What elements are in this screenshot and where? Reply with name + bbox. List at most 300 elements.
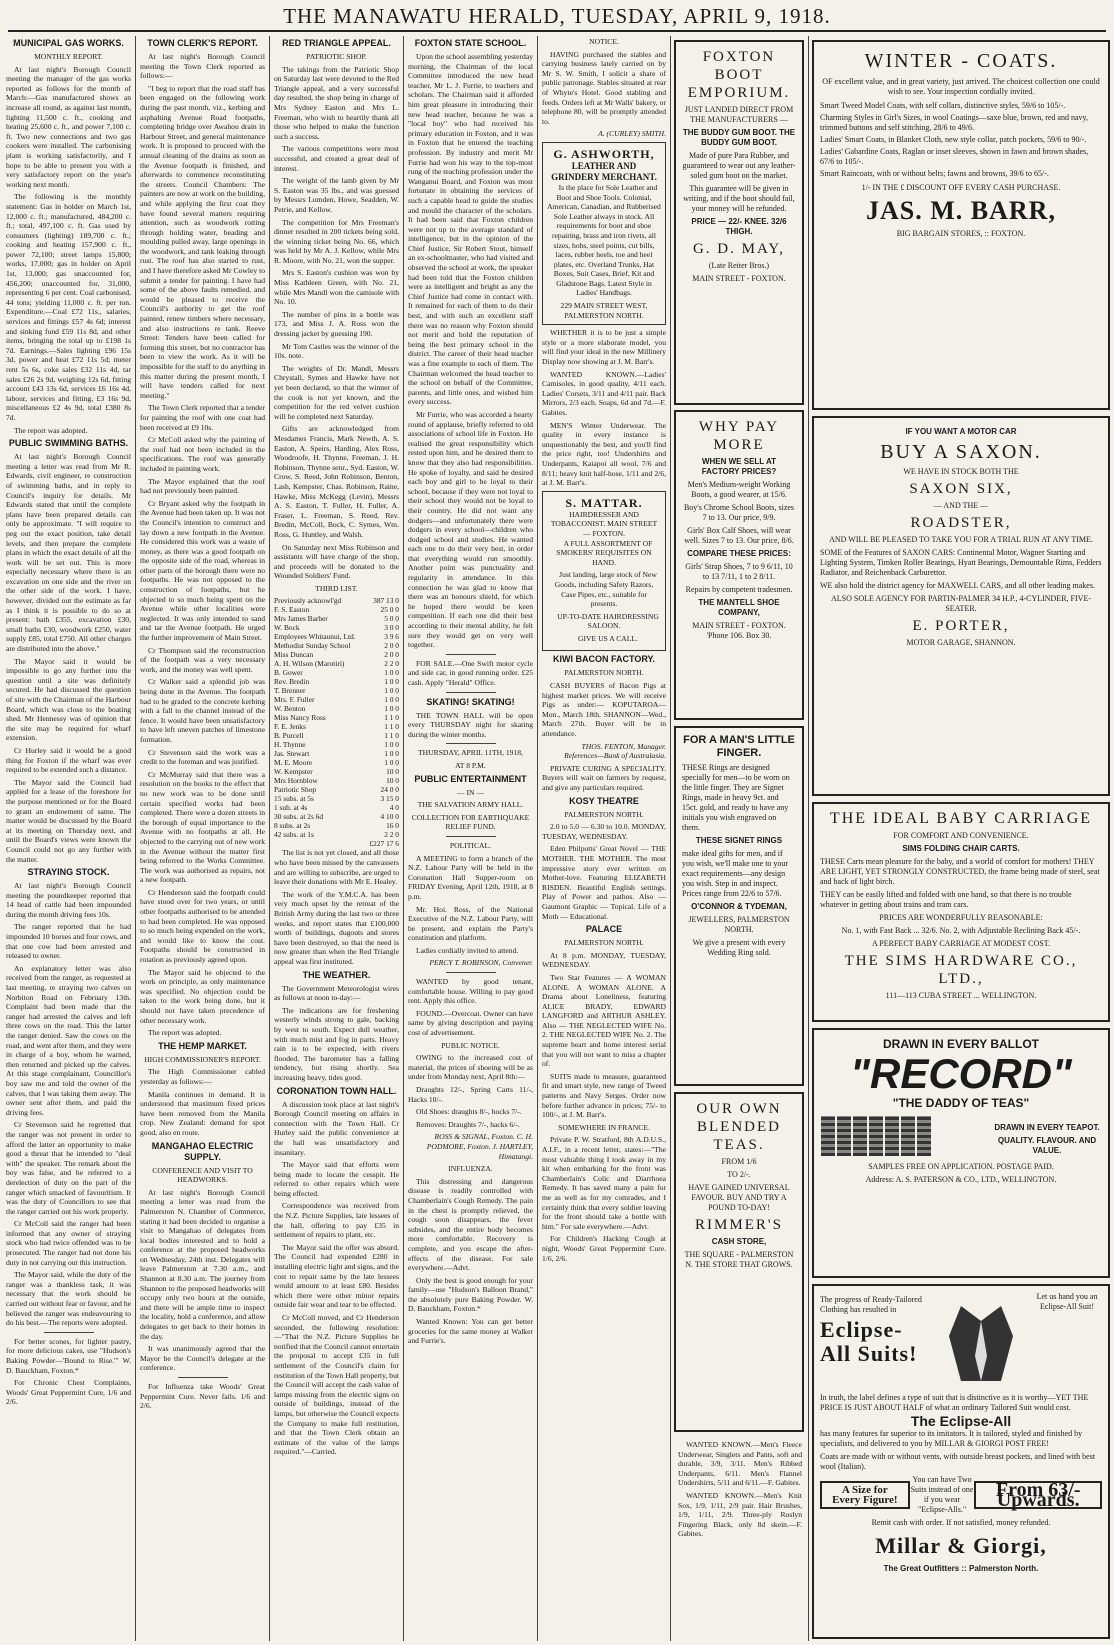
donor-name: Patriotic Shop	[274, 785, 317, 795]
donor-name: H. Thynne	[274, 740, 306, 750]
paragraph: At last night's Borough Council meeting the Town Clerk reported as follows:—	[140, 52, 265, 81]
ad-text: THE BUDDY GUM BOOT. THE BUDDY GUM BOOT.	[682, 128, 796, 147]
donor-name: 42 subs. at 1s	[274, 830, 314, 840]
ad-text: Coats are made with or without vents, with outside breast pockets, and lined with best wool (Italian).	[820, 1452, 1096, 1471]
paragraph: The takings from the Patriotic Shop on Saturday last were devoted to the Red Triangle appeal, and a very successful day resulted, the shop being in charge of Mrs Sydney Easton and Mrs L. Freeman, who wish to heartily thank all those who helped to make the function such a success.	[274, 64, 399, 141]
ad-text: DRAWN IN EVERY BALLOT	[882, 1037, 1039, 1051]
ad-text: ALSO SOLE AGENCY FOR PARTIN-PALMER 34 H.P., 4-CYLINDER, FIVE-SEATER.	[831, 594, 1091, 613]
donation-amount: £227 17 6	[369, 839, 399, 849]
ad-title: G. ASHWORTH,	[553, 146, 655, 161]
paragraph: Removes: Draughts 7/-, hacks 6/-.	[416, 1119, 520, 1129]
coat-item: Ladies' Gabardine Coats, Raglan or inset sleeves, shown in fawn and brown shades, 67/6 to 105/-.	[820, 147, 1089, 166]
paragraph: For Children's Hacking Cough at night, Woods' Great Peppermint Cure. 1/6, 2/6.	[542, 1234, 666, 1263]
headline: THE HEMP MARKET.	[158, 1040, 247, 1051]
tea-packet-icon	[869, 1116, 883, 1156]
paragraph: Cr McColl said the ranger had been informed that any owner of straying stock who had twice offended was to be prosecuted. The ranger had not done his duty in not carrying out this instruction.	[6, 1219, 131, 1267]
coat-item: Smart Raincoats, with or without belts; fawns and browns, 39/6 to 65/-.	[820, 169, 1049, 178]
donation-amount: 10 0	[386, 776, 399, 786]
ad-text: IF YOU WANT A MOTOR CAR	[905, 427, 1017, 436]
headline: STRAYING STOCK.	[27, 867, 110, 878]
ad-merchant: O'CONNOR & TYDEMAN,	[691, 902, 787, 911]
headline: CORONATION TOWN HALL.	[276, 1085, 397, 1096]
ad-address: MAIN STREET - FOXTON. 'Phone 106. Box 30.	[692, 621, 786, 640]
column-5	[538, 36, 670, 1641]
paragraph: Mr Furrie, who was accorded a hearty round of applause, briefly referred to old associations of school life in Foxton. He realised the great responsibility which rested upon him, and he desired them to know that they also had responsibilities. He spoke of loyalty, and said he desired each boy and girl to be loyal to their school, because if they were not loyal to their school they would not be loyal to their country. He did not want any dodgers—and unfortunately there were dodgers in every school—children who dodged school and studies. He wanted each one to do their very best, in order that everything would run smoothly. Another point was punctuality and regularity in attendance. In this connection he was glad to know that there was an honours shield, for which he hoped there would be keen competition. If each one did their best according to their mental ability, he felt sure they would get on very well together.	[408, 409, 533, 650]
donation-row	[274, 704, 399, 713]
ad-price: FROM 1/6	[721, 1157, 757, 1166]
column-rule	[670, 36, 671, 1641]
ad-title: OUR OWN BLENDED TEAS.	[696, 1101, 782, 1153]
paragraph: OWING to the increased cost of material, the prices of shoeing will be as under from Monday next, April 8th:—	[408, 1053, 533, 1082]
headline: PUBLIC ENTERTAINMENT	[414, 773, 527, 784]
donation-amount: 1 1 0	[384, 731, 399, 741]
subheading: MONTHLY REPORT.	[34, 52, 103, 61]
donation-row	[274, 605, 399, 614]
paragraph: Upon the school assembling yesterday morning, the Chairman of the local Committee introduced the new head teacher, Mr L. J. Furrie, to teachers and scholars. The Chairman said it afforded him great pleasure in introducing their new head teacher, because he was a "local boy" who had received his primary education in Foxton, and it was in Foxton that he entered the teaching profession. By industry and merit Mr Furrie had won his way to the top-most rung of the teaching profession under the Wanganui Board, and Foxton was most fortunate in obtaining the services of such a capable head to guide the studies and mould the character of the scholars. It had been said that Foxton children were not up to the average standard of intelligence, but in the opinion of the Chief Justice, Sir Robert Stout, himself an ex-schoolmaster, who had visited and observed the school at work, the speaker had been told that the Foxton children were as intelligent and bright as any the Chief Justice had come in contact with. It remained for each of them to do their best, and with such an excellent staff there was no reason why Foxton should not merit and hold the reputation of being the best primary school in the district. The career of their head teacher was a fine example to each of them. The Chairman welcomed the head teacher to the school on behalf of the Committee, parents, and little ones, and wished him every success.	[408, 52, 533, 407]
paragraph: Wanted Known: You can get better groceries for the same money at Walker and Furrie's.	[408, 1317, 533, 1346]
donor-name: 15 subs. at 5s	[274, 794, 314, 804]
column-1	[2, 36, 135, 1641]
donor-name: W. Kempster	[274, 767, 313, 777]
paragraph: A MEETING to form a branch of the N.Z. Labour Party will be held in the Coronation Hall Supper-room on FRIDAY Evening, April 12th, 1918, at 8 p.m.	[408, 853, 533, 901]
ad-text: Men's Medium-weight Working Boots, a good wearer, at 15/6.	[687, 480, 791, 499]
column-3	[270, 36, 403, 1641]
donation-amount: 2 0 0	[384, 650, 399, 660]
ad-address: MAIN STREET - FOXTON.	[692, 274, 786, 283]
donor-name: Employees Whitaunui, Ltd.	[274, 632, 356, 642]
ad-title: Eclipse-All Suits!	[820, 1317, 918, 1366]
ad-text: SAMPLES FREE ON APPLICATION. POSTAGE PAID.	[868, 1162, 1054, 1171]
ad-merchant: THE SIMS HARDWARE CO., LTD.,	[844, 953, 1078, 987]
saxon-car-ad	[812, 416, 1110, 796]
donation-list	[274, 596, 399, 848]
classified-ad: WHETHER it is to be just a simple style or a more elaborate model, you will find your ideal in the new Millinery Display now showing at J. M. Barr's.	[542, 328, 666, 367]
donation-row	[274, 749, 399, 758]
tailored-suit-icon	[941, 1296, 1021, 1386]
ad-subtitle: The Eclipse-All	[910, 1413, 1012, 1429]
paragraph: Cr McMurray said that there was a resolution on the books to the effect that no new work was to be done until certain specified works had been completed. There were a dozen streets in the borough of equal importance to the Avenue with no footpaths at all. He objected to the carrying out of new work in the Avenue without the matter first being referred to the Works Committee. The work was authorised as repairs, not a new footpath.	[140, 769, 265, 885]
ad-badge: A Size for Every Figure!	[820, 1481, 910, 1509]
paragraph: The ranger reported that he had impounded 10 horses and four cows, and that one cow had been arrested and released to owner.	[6, 922, 131, 961]
tea-packet-icon	[821, 1116, 835, 1156]
donation-amount: 1 0 0	[384, 758, 399, 768]
ad-title: FOR A MAN'S LITTLE FINGER.	[683, 734, 795, 759]
classified-ad: THE TOWN HALL will be open every THURSDAY night for skating during the winter months.	[408, 710, 533, 739]
donation-amount: 25 0 0	[380, 605, 399, 615]
headline: TOWN CLERK'S REPORT.	[147, 38, 258, 48]
tea-packet-icon	[917, 1116, 931, 1156]
paragraph: This distressing and dangerous disease is readily controlled with Chamberlain's Cough Remedy. The pain in the chest is promptly relieved, the cough soon disappears, the fever subsides, and the entire body becomes more comfortable. Recovery is complete, and you escape the after-effects of the disease. For sale everywhere.—Advt.	[408, 1176, 533, 1273]
ad-text: make ideal gifts for men, and if you wish, we'll make one to your exact requirements—any design you wish. Step in and inspect. Prices range from 22/6 to 57/6.	[682, 849, 789, 898]
ad-text: THESE Carts mean pleasure for the baby, and a world of comfort for mothers! THEY ARE LIGHT, YET STRONGLY CONSTRUCTED, the frame being made of steel, seat and back of light birch.	[820, 857, 1100, 886]
donation-amount: 24 0 0	[380, 785, 399, 795]
paragraph: Old Shoes: draughts 8/-, hocks 7/-.	[416, 1107, 522, 1117]
paragraph: At last night's Borough Council meeting a letter was read from the Palmerston N. Chamber of Commerce, stating it had been decided to organise a visit to Mangahao of delegates from local bodies interested and to hold a conference at the proposed headworks on Wednesday, 24th inst. Delegates will leave Palmerston at 7.30 a.m., and Shannon at 8.30 a.m. The journey from Shannon to the proposed headworks will occupy only two hours at the outside, and there will be ample time to inspect the locality, hold a conference, and allow delegates to get back to their homes in the day.	[140, 1187, 265, 1341]
donation-row	[274, 731, 399, 740]
donation-row	[274, 614, 399, 623]
donation-row	[274, 830, 399, 839]
subheading: PATRIOTIC SHOP.	[306, 52, 367, 61]
divider	[446, 743, 496, 744]
subheading: POLITICAL.	[449, 840, 492, 850]
ad-title: "RECORD"	[850, 1050, 1072, 1097]
paragraph: "I beg to report that the road staff has been engaged on the following work during the past month, viz., kerbing and asphalting Avenue Road footpaths, completing bridge over Awahou drain in Harbour Street, and general maintenance work. It is proposed to proceed with the annual cleaning of the drains as soon as the Avenue footpath is finished, and afterwards to commence reconstituting the streets. Council Chambers: The painters are now at work on the building, and while applying the first coat they have found several matters requiring attention, such as woodwork rotting through holding water, beading and moulding pulled away, large openings in the woodwork, and tank leaking through rust. The roof has also started to rust, and I have therefore asked Mr Cowley to submit a tender for painting. I have had some of the above faults remedied, and would be pleased to receive the Council's authority to get the roof painted, renew timbers where necessary, and also instructions re tank. Reeve Street: Tenders have been called for forming this street, but no contractor has been to view the work. As it will be impossible for the staff to do anything in this matter during the present month, I will have tenders called for next meeting."	[140, 83, 265, 400]
paragraph: Cr Stevenson said the work was a credit to the foreman and was justified.	[140, 747, 265, 767]
coat-item: Ladies' Smart Coats, in Blanket Cloth, new style collar, patch pockets, 59/6 to 90/-.	[820, 135, 1087, 144]
donation-amount: 10 0	[386, 767, 399, 777]
donation-amount: 4 0	[389, 803, 399, 813]
ad-title: SAXON SIX,	[909, 481, 1013, 497]
donation-amount: 5 0 0	[384, 614, 399, 624]
ad-address: JEWELLERS, PALMERSTON NORTH.	[688, 915, 790, 934]
donation-row	[274, 641, 399, 650]
donation-amount: 1 0 0	[384, 686, 399, 696]
ad-title: S. MATTAR.	[565, 495, 643, 510]
paragraph: The Town Clerk reported that a tender for painting the roof with one coat had been received at £9 10s.	[140, 403, 265, 432]
ad-body: A FULL ASSORTMENT OF SMOKERS' REQUISITES ON HAND.	[556, 538, 653, 567]
ad-address: The Great Outfitters :: Palmerston North.	[883, 1564, 1039, 1573]
tea-packet-icon	[901, 1116, 915, 1156]
divider	[446, 654, 496, 655]
coat-item: Smart Tweed Model Coats, with self collars, distinctive styles, 59/6 to 105/-.	[820, 101, 1066, 110]
mantell-shoe-ad	[674, 410, 804, 720]
ad-subtitle: HAIRDRESSER AND TOBACCONIST. MAIN STREET — FOXTON.	[550, 509, 658, 538]
subheading: PALMERSTON NORTH.	[564, 938, 644, 948]
ad-title: THE IDEAL BABY CARRIAGE	[829, 810, 1093, 827]
headline: PUBLIC SWIMMING BATHS.	[8, 438, 129, 449]
ad-intro	[820, 1292, 930, 1366]
winter-coats-ad	[812, 40, 1110, 410]
donation-row	[274, 776, 399, 785]
ad-text: JUST LANDED DIRECT FROM THE MANUFACTURERS —	[684, 105, 794, 124]
ad-text: FOR COMFORT AND CONVENIENCE.	[893, 831, 1029, 840]
column-rule	[808, 36, 809, 1641]
donor-name: Previously acknowl'gd	[274, 596, 342, 606]
donation-row	[274, 839, 399, 848]
classified-ad: FOUND.—Overcoat. Owner can have same by giving description and paying cost of advertisement.	[408, 1008, 533, 1038]
ad-text: HAVE GAINED UNIVERSAL FAVOUR. BUY AND TRY A POUND TO-DAY!	[688, 1183, 790, 1212]
ad-text: We give a present with every Wedding Ring sold.	[692, 938, 786, 957]
paragraph: 2.0 to 5.0 — 6.30 to 10.0. MONDAY, TUESDAY, WEDNESDAY.	[542, 822, 666, 841]
ad-merchant: G. D. MAY,	[692, 241, 786, 257]
ad-body: UP-TO-DATE HAIRDRESSING SALOON.	[557, 611, 659, 631]
ad-text: THESE SIGNET RINGS	[695, 836, 783, 845]
ad-text: COMPARE THESE PRICES:	[687, 549, 791, 558]
divider	[446, 692, 496, 693]
donation-row	[274, 686, 399, 695]
paragraph: For Influenza take Woods' Great Peppermint Cure. Never fails. 1/6 and 2/6.	[140, 1382, 265, 1411]
paragraph: For better scones, for lighter pastry, for more delicious cakes, use "Hudson's Baking Powder—'Bound to Rise.'" W. D. Bauckham, Foxton.*	[6, 1336, 131, 1375]
ad-text: In truth, the label defines a type of suit that is distinctive as it is worthy—YET THE PRICE IS JUST ABOUT HALF of what an ordinary Tailored Suit would cost.	[820, 1393, 1089, 1412]
paragraph: Mr. Hoi. Ross, of the National Executive of the N.Z. Labour Party, will be present, and explain the Party's constitution and platform.	[408, 904, 533, 943]
ad-text: DRAWN IN EVERY TEAPOT.	[994, 1123, 1100, 1132]
paragraph: Two Star Features — A WOMAN ALONE. A WOMAN ALONE. A Drama about Loneliness, featuring ALICE BRADY, EDWARD LANGFORD and ARTHUR ASHLEY. Also — THE NEGLECTED WIFE No. 2. THE NEGLECTED WIFE No. 2. The supreme heart and home interest serial that you will not want to miss a chapter of.	[542, 972, 666, 1069]
donation-amount: 4 10 0	[380, 812, 399, 822]
donation-amount: 1 0 0	[384, 749, 399, 759]
headline: KIWI BACON FACTORY.	[552, 654, 655, 665]
donor-name: 1 sub. at 4s	[274, 803, 308, 813]
paragraph: The various competitions were most successful, and created a great deal of interest.	[274, 144, 399, 173]
donor-name: B. Gower	[274, 668, 303, 678]
donation-row	[274, 623, 399, 632]
paragraph: Eden Philpotts' Great Novel — THE MOTHER. THE MOTHER. The most impressive story ever written on Mother-love. Featuring ELIZABETH RISDEN. Beautiful English settings. Play of Power and pathos. Also — Gaumont Graphic — Topical. Life of a Moth — Educational.	[542, 844, 666, 921]
record-tea-ad	[812, 1028, 1110, 1278]
ad-title: ROADSTER,	[910, 515, 1012, 531]
paragraph: Cr Hurley said it would be a good thing for Foxton if the wharf was ever required to be extended such a distance.	[6, 745, 131, 775]
ad-text: THESE Rings are designed specially for men—to be worn on the little finger. They are Signet Rings, made in heavy 9ct. and 15ct. gold, and ready to have any initials you wish engraved on them.	[682, 763, 790, 832]
paragraph: A discussion took place at last night's Borough Council meeting on affairs in connection with the Town Hall. Cr Hurley said the public convenience at the hall was unsatisfactory and insanitary.	[274, 1099, 399, 1157]
headline: PALACE	[585, 924, 623, 935]
paragraph: The High Commissioner cabled yesterday as follows:—	[140, 1067, 265, 1086]
coat-item: Charming Styles in Girl's Sizes, in wool Coatings—saxe blue, brown, red and navy, trimmed buttons and self stitching, 28/6 to 49/6.	[820, 113, 1088, 132]
ad-body: Is the place for Sole Leather and Boot and Shoe Tools. Colonial, American, Canadian, and Rubberised Sole Leather always in stock. All requirements for boot and shoe repairing, brass and iron rivets, all sizes, hobs, steel points, cut bills, laces, rubber heels, toe and heel plates, etc. Overland Trunks, Hat Boxes, Suit Cases, Brief, Kit and Gladstone Bags. Latest Style in Ladies' Handbags.	[547, 182, 661, 298]
headline: SKATING! SKATING!	[426, 696, 515, 707]
donation-row	[274, 803, 399, 812]
ad-text: AND WILL BE PLEASED TO TAKE YOU FOR A TRIAL RUN AT ANY TIME.	[829, 535, 1093, 544]
paragraph: The Mayor said that efforts were being made to locate the cesspit. He referred to other repairs which were being effected.	[274, 1160, 399, 1198]
divider	[446, 836, 496, 837]
tea-packets	[820, 1116, 1102, 1159]
ad-text: OF excellent value, and in great variety, just arrived. The choicest collection one could wish to see. Your inspection cordially invited.	[822, 77, 1100, 96]
paragraph: The work of the Y.M.C.A. has been very much upset by the retreat of the British Army during the last two or three weeks, and report states that £100,000 worth of buildings, dugouts and stores have been destroyed, so that the need is now greater than when the Red Triangle appeal was first instituted.	[274, 889, 399, 966]
paragraph: On Saturday next Miss Robinson and assistants will have charge of the shop, and proceeds will be donated to the Wounded Soldiers' Fund.	[274, 542, 399, 581]
donor-name: T. Brenner	[274, 686, 306, 696]
paragraph: The report was adopted.	[14, 425, 88, 435]
paragraph: The report was adopted.	[148, 1028, 222, 1038]
boot-emporium-ad	[674, 40, 804, 405]
masthead-rule	[8, 30, 1106, 32]
ad-subtitle: LEATHER AND GRINDERY MERCHANT.	[551, 160, 657, 182]
ad-title: FOXTON BOOT EMPORIUM.	[687, 49, 791, 101]
ad-text: Girls' Box Calf Shoes, will wear well. Sizes 7 to 13. Our price, 8/6.	[684, 526, 794, 545]
baby-carriage-ad	[812, 802, 1110, 1022]
eclipse-all-suits-ad	[812, 1284, 1110, 1639]
paragraph: At last night's Borough Council meeting the poundkeeper reported that 14 head of cattle had been impounded during the month driving fees 10s.	[6, 881, 131, 919]
tea-claims	[992, 1120, 1102, 1159]
donor-name: A. H. Wilson (Marotiri)	[274, 659, 345, 669]
donor-name: Mrs Hornblow	[274, 776, 318, 786]
donation-row	[274, 677, 399, 686]
classified-ad: WANTED KNOWN.—Men's Knit Sox, 1/9, 1/11, 2/9 pair. Hair Brushes, 1/9, 1/11, 2/9. Three-ply Roslyn Fingering Black, only 8d skein.—F. Gabites.	[678, 1490, 802, 1539]
donation-row	[274, 668, 399, 677]
paragraph: The weights of Dr. Mandl, Messrs Chrystall, Symes and Hawke have not yet been declared, so that the winner of the cook is not yet known, and the competition for the red velvet cushion will be completed next Saturday.	[274, 363, 399, 421]
donation-row	[274, 632, 399, 641]
column-4	[404, 36, 537, 1641]
paragraph: Mr Tom Castles was the winner of the 10s. note.	[274, 341, 399, 361]
ad-text: has many features far superior to its imitators. It is tailored, styled and finished by specialists, and delivered to you by MILLAR & GIORGI POST FREE!	[820, 1429, 1083, 1448]
ad-title: BUY A SAXON.	[880, 441, 1042, 463]
ad-text: (Late Reiter Bros.)	[708, 261, 770, 270]
paragraph: Ladies cordially invited to attend.	[416, 945, 519, 955]
divider	[446, 972, 496, 973]
donor-name: F. E. Jenks	[274, 722, 306, 732]
donor-name: B. Purcell	[274, 731, 304, 741]
donation-amount: 1 1 0	[384, 722, 399, 732]
paragraph: Cr Walker said a splendid job was being done in the Avenue. The footpath had to be graded to the concrete kerbing with a fall to the channel instead of the fence. It would have been unsatisfactory to have left uneven patches of limestone formation.	[140, 677, 265, 744]
paragraph: The list is not yet closed, and all those who have been missed by the canvassers and are willing to subscribe, are urged to leave their donations with Mr E. Healey.	[274, 848, 399, 887]
event-venue: THE SALVATION ARMY HALL.	[417, 800, 524, 810]
divider	[178, 1377, 228, 1378]
donor-name: W. Benton	[274, 704, 306, 714]
donation-row	[274, 740, 399, 749]
donor-name: F. S. Easton	[274, 605, 310, 615]
ad-address: Address: A. S. PATERSON & CO., LTD., WELLINGTON.	[865, 1175, 1057, 1184]
classified-ad: FOR SALE.—One Swift motor cycle and side car, in good running order. £25 cash. Apply "Herald" Office.	[408, 658, 533, 687]
paragraph: The weight of the lamb given by Mr S. Easton was 35 lbs., and was guessed by Messrs Lumden, Howe, Seadden, W. Petrie, and Kellow.	[274, 176, 399, 214]
signature: PERCY T. ROBINSON, Convener.	[429, 958, 533, 968]
donation-amount: 1 0 0	[384, 677, 399, 687]
paragraph: The Mayor said the Council had applied for a lease of the foreshore for the purpose mentioned or for the Board to grant an endowment of same. The matter would be discussed by the Board at its meeting on Thursday next, and until the Board's views were known the Council could not go any further with the matter.	[6, 777, 131, 864]
classified-ad: HAVING purchased the stables and carrying business lately carried on by Mr S. W. Smith, I solicit a share of public patronage. Stables situated at rear of Whyte's Hotel. Good stabling and feeds. Orders left at Mr Walls' bakery, or telephone 80, will be promptly attended to.	[542, 49, 666, 126]
donor-name: W. Bock	[274, 623, 300, 633]
tea-packet-icon	[837, 1116, 851, 1156]
ad-text: — AND THE —	[933, 501, 989, 510]
ad-text: The progress of Ready-Tailored Clothing has resulted in	[820, 1295, 922, 1314]
classified-ad: MEN'S Winter Underwear. The quality in every instance is unquestionably the best, and you'll find the price right, too! Undershirts and Underpants, Kaiapoi all wool, 7/6 and 8/11; heavy knit half-hose, 1/11 and 2/6, at J. M. Barr's.	[542, 420, 666, 488]
ad-text: SOME of the Features of SAXON CARS: Continental Motor, Wagner Starting and Lighting System, Timken Roller Bearings, Hyatt Bearings, Demountable Rims, Fedders Radiator, and Reichenback Carburettor.	[820, 548, 1102, 577]
donor-name: 30 subs. at 2s 6d	[274, 812, 324, 822]
donation-amount: 3 0 0	[384, 623, 399, 633]
donor-name: Miss Nancy Ross	[274, 713, 326, 723]
ad-price: No. 1, with Fast Back ... 32/6. No. 2, with Adjustable Reclining Back 45/-.	[841, 926, 1081, 935]
donor-name: Jas. Stewart	[274, 749, 310, 759]
paragraph: For Chronic Chest Complaints, Woods' Great Peppermint Cure, 1/6 and 2/6.	[6, 1378, 131, 1407]
ashworth-ad	[542, 142, 666, 325]
donation-row	[274, 812, 399, 821]
ad-merchant: RIMMER'S	[695, 1217, 783, 1233]
paragraph: Correspondence was received from the N.Z. Picture Supplies, late lessees of the hall, offering to pay £35 in settlement of repairs to plant, etc.	[274, 1201, 399, 1240]
subheading: SOMEWHERE IN FRANCE.	[558, 1122, 650, 1132]
headline: RED TRIANGLE APPEAL.	[282, 38, 391, 48]
ad-merchant: THE MANTELL SHOE COMPANY,	[698, 598, 780, 617]
paragraph: Private P. W. Stratford, 8th A.D.U.S., A.I.F., in a recent letter, states:—"The most valuable thing I took away in my kit when embarking for the front was Chamberlain's Colic and Diarrhoea Remedy. It has saved many a pain for me as well as for my comrades, and I certainly think that every soldier leaving for the front should take a bottle with him." For sale everywhere.—Advt.	[542, 1135, 666, 1231]
ad-text: WE also hold the district agency for MAXWELL CARS, and all other leading makes.	[820, 581, 1095, 590]
donation-amount: 3 9 6	[384, 632, 399, 642]
paragraph: The Mayor explained that the roof had not previously been painted.	[140, 476, 265, 496]
signature: A. (CURLEY) SMITH.	[598, 129, 666, 139]
donor-name: Mrs James Barber	[274, 614, 328, 624]
column-2	[136, 36, 269, 1641]
ad-text: 1/- IN THE £ DISCOUNT OFF EVERY CASH PURCHASE.	[861, 183, 1061, 192]
donation-amount: 1 0 0	[384, 695, 399, 705]
ad-merchant: E. PORTER,	[912, 618, 1010, 634]
donor-name: Mrs. F. Fuller	[274, 695, 315, 705]
paragraph: The Mayor said it would be impossible to go any further into the question until a site was definitely secured. He had discussed the question of site with the Chairman of the Harbour Board, which was close to the boating shed. Mr Hennessy was of opinion that the site may be required for wharf extension.	[6, 656, 131, 743]
ad-text: This guarantee will be given in writing, and if the boot should fail, your money will be refunded.	[683, 184, 795, 213]
ad-title: WINTER - COATS.	[864, 50, 1058, 72]
ad-text: A PERFECT BABY CARRIAGE AT MODEST COST.	[871, 939, 1051, 948]
donation-row	[274, 695, 399, 704]
ad-address: MOTOR GARAGE, SHANNON.	[906, 638, 1016, 647]
event-note: COLLECTION FOR EARTHQUAKE RELIEF FUND.	[411, 812, 530, 832]
masthead: THE MANAWATU HERALD, TUESDAY, APRIL 9, 1918.	[283, 4, 831, 28]
ad-text: WE HAVE IN STOCK BOTH THE	[903, 467, 1019, 476]
mattar-ad	[542, 491, 666, 652]
ad-text: Remit cash with order. If not satisfied, money refunded.	[871, 1518, 1051, 1527]
ad-title: WHY PAY MORE	[698, 419, 780, 453]
paragraph: The indications are for freshening westerly winds strong to gale, backing by west to south. Expect dull weather, with much mist and fog in parts. Heavy rain is to be expected, with rivers flooded. The barometer has a falling tendency, but rising shortly. Sea increasing heavy, tides good.	[274, 1005, 399, 1082]
tea-packet-icon	[853, 1116, 867, 1156]
paragraph: At 8 p.m. MONDAY, TUESDAY, WEDNESDAY.	[542, 950, 666, 970]
event-separator: — IN —	[457, 787, 484, 797]
paragraph: Manila continues in demand. It is understood that maximum fixed prices have been removed from the Manila crop. New Zealand: demand for spot good, also en route.	[140, 1089, 265, 1137]
ad-text: WHEN WE SELL AT FACTORY PRICES?	[701, 457, 777, 476]
paragraph: The competition for Mrs Freeman's dinner resulted in 200 tickets being sold, the winning ticket being No. 66, which was held by Mr A. J. Kellow, while Mrs R. Moore, with No. 21, won the supper.	[274, 217, 399, 265]
donor-name: Methodist Sunday School	[274, 641, 351, 651]
donation-row	[274, 722, 399, 731]
donation-amount: 1 1 0	[384, 713, 399, 723]
ad-address: BIG BARGAIN STORES, :: FOXTON.	[896, 229, 1026, 238]
donation-amount: 2 0 0	[384, 641, 399, 651]
paragraph: The following is the monthly statement: Gas in holder on March 1st, 12,000 c. ft.; manufactured, 484,200 c. ft.; total, 497,100 c. ft. Gas used by consumers (lighting) 189,700 c. ft.; cooking and heating 157,900 c. ft., power 72,100; street lamps 15,800; works, 17,000; gas in holder on April 1st, 13,000; gas unaccounted for, 456,200; unaccounted for, 31,000, representing 6 per cent. Coal carbonised, 44 tons; yielding 11,000 c. ft. per ton. Expenditure.—Coal £72 11s., salaries, services and fittings £57 4s 6d; interest and sinking fund £59 11s 8d, and other items, bringing the total up to £198 1s 7d. Earnings.—Sales lighting £96 15s 3d, power and heat £72 11s 5d; meter rent 5s 6s, coke sales £32 11s 4d, tar sales £26 2s 9d, weighing 12s 6d, fitting account £43 13s 6d, services £6 16s 4d, labour, services and fitting, £3 16s 9d, miscellaneous £2 4s 9d, total £380 8s 7d.	[6, 192, 131, 422]
ad-text: Repairs by competent tradesmen.	[685, 585, 793, 594]
ad-price: TO 2/-.	[727, 1170, 751, 1179]
ad-address: THE SQUARE - PALMERSTON N. THE STORE THAT GROWS.	[684, 1250, 794, 1269]
donation-amount: 1 0 0	[384, 704, 399, 714]
ad-body: Just landing, large stock of New Goods, including Safety Razors, Case Pipes, etc., suitable for presents.	[554, 570, 657, 609]
headline: MANGAHAO ELECTRIC SUPPLY.	[151, 1140, 254, 1162]
ad-text: PRICES ARE WONDERFULLY REASONABLE:	[879, 913, 1043, 922]
price-badge: From 63/- Upwards.	[974, 1481, 1102, 1509]
paragraph: Cr McColl asked why the painting of the roof had not been included in the specifications. The roof was generally included in painting work.	[140, 435, 265, 473]
event-time: AT 8 P.M.	[455, 760, 486, 770]
subheading: NOTICE.	[589, 37, 619, 46]
paragraph: At last night's Borough Council meeting the manager of the gas works reported as follows for the month of March:—Gas manufactured shows an increase all round, as against last month, lighting 11,500 c. ft., cooking and heating 25,600 c. ft., and power 7,100 c. ft. Two new connections and two gas cookers were installed. The carbonising plant is working satisfactorily, and I hope to be able to present you with a very satisfactory report on the year's working next month.	[6, 64, 131, 189]
ad-text: Made of pure Para Rubber, and guaranteed to wear out any leather-soled gum boot on the market.	[682, 151, 796, 180]
paragraph: The Government Meteorologist wires as follows at noon to-day:—	[274, 983, 399, 1003]
donation-row	[274, 794, 399, 803]
paragraph: The number of pins in a bottle was 173, and Miss J. A. Ross won the dressing jacket by guessing 190.	[274, 309, 399, 339]
paragraph: Draughts 12/-, Spring Carts 11/-, Hacks 10/-.	[408, 1085, 533, 1104]
donor-name	[274, 839, 366, 848]
divider	[44, 1332, 94, 1333]
signet-rings-ad	[674, 726, 804, 1086]
headline: THE WEATHER.	[302, 969, 371, 980]
donation-amount: 3 15 0	[380, 794, 399, 804]
donation-row	[274, 758, 399, 767]
donation-row	[274, 659, 399, 668]
classified-ad: WANTED by good tenant, comfortable house. Willing to pay good rent. Apply this office.	[408, 977, 533, 1006]
ad-text: CASH STORE,	[711, 1237, 767, 1246]
subheading: PALMERSTON NORTH.	[564, 809, 644, 819]
paragraph: Cr Thompson said the reconstruction of the footpath was a very necessary work, and the money was well spent.	[140, 645, 265, 674]
donation-amount: 1 0 0	[384, 668, 399, 678]
ad-text: Boy's Chrome School Boots, sizes 7 to 13. Our price, 9/9.	[683, 503, 795, 522]
ad-text: "THE DADDY OF TEAS"	[892, 1096, 1030, 1110]
donation-row	[274, 785, 399, 794]
classified-ad: PRIVATE CURING A SPECIALITY. Buyers will wait on farmers by request, and give any particulars required.	[542, 763, 666, 792]
ad-text: THEY can be easily lifted and folded with one hand, so that there is no trouble whatever in getting about trains and tram cars.	[820, 890, 1072, 909]
classified-ad: WANTED KNOWN.—Men's Fleece Underwear, Singlets and Pants, soft and durable, 3/9, 3/11. Men's Ribbed Underpants, 6/11. Men's Flannel Undershirts, 5/11 and 6/11.—F. Gabites.	[678, 1440, 802, 1488]
column-6-classifieds	[674, 1440, 806, 1641]
ad-text: You can have Two Suits instead of one if you wear "Eclipse-Alls."	[910, 1475, 974, 1514]
ad-text: Let us hand you an Eclipse-All Suit!	[1036, 1292, 1098, 1311]
donation-amount: 2 2 0	[384, 659, 399, 669]
rimmers-tea-ad	[674, 1092, 804, 1432]
paragraph: The Mayor said the offer was absurd. The Council had expended £280 in installing electric light and signs, and the cost to repair same by the late lessees would amount to at least £80. Besides which there were other minor repairs outside fair wear and tear to be effected.	[274, 1242, 399, 1310]
ad-text: QUALITY. FLAVOUR. AND VALUE.	[997, 1136, 1097, 1155]
paragraph: Mrs S. Easton's cushion was won by Miss Kathleen Green, with No. 21, while Mrs Mandl won the camisole with No. 10.	[274, 268, 399, 307]
ad-price: PRICE — 22/- KNEE. 32/6 THIGH.	[691, 217, 787, 236]
paragraph: It was unanimously agreed that the Mayor be the Council's delegate at the conference.	[140, 1344, 265, 1373]
donation-amount: 1 0 0	[384, 740, 399, 750]
tea-packet-icon	[885, 1116, 899, 1156]
paragraph: The Mayor said he objected to the work on principle, as only maintenance was specified. No objection could be taken to the work being done, but it should not have taken precedence of other necessary work.	[140, 967, 265, 1025]
donor-name: Miss Duncan	[274, 650, 314, 660]
donation-row	[274, 596, 399, 605]
paragraph: Gifts are acknowledged from Mesdames Francis, Mark Newth, A. S. Easton, A. Speirs, Harding, Alex Ross, Woodroofe, H. Thynne, Freeman, J. H. Robinson, Thynne senr., Syd. Easton, W. Crow, S. Reed, John Robinson, Benton, Lash, Kempster, Chas. Robinson, Raine, Hawke, Miss McKegg (Levin), Messrs A. S. Easton, T. Fuller, H. Fuller, A. Fraser, L. Freeman, S. Reed, Rev. Bredin, McColl, Bock, C. Symes, Wm. Ross, G. Huntley, and Walsh.	[274, 424, 399, 539]
paragraph: Cr Bryant asked why the footpath in the Avenue had been taken up. It was not the Council's intention to construct and lay down a new footpath in the Avenue. He considered this work was a waste of money, as there was a good footpath on the opposite side of the road, whereas in other parts of the borough there were no footpaths. He was not opposed to the construction of footpaths, but he objected to so much being spent on the Avenue while other localities were neglected. It was only intended to sand and tar the Avenue footpath. He urged the further improvement of Main Street.	[140, 498, 265, 643]
